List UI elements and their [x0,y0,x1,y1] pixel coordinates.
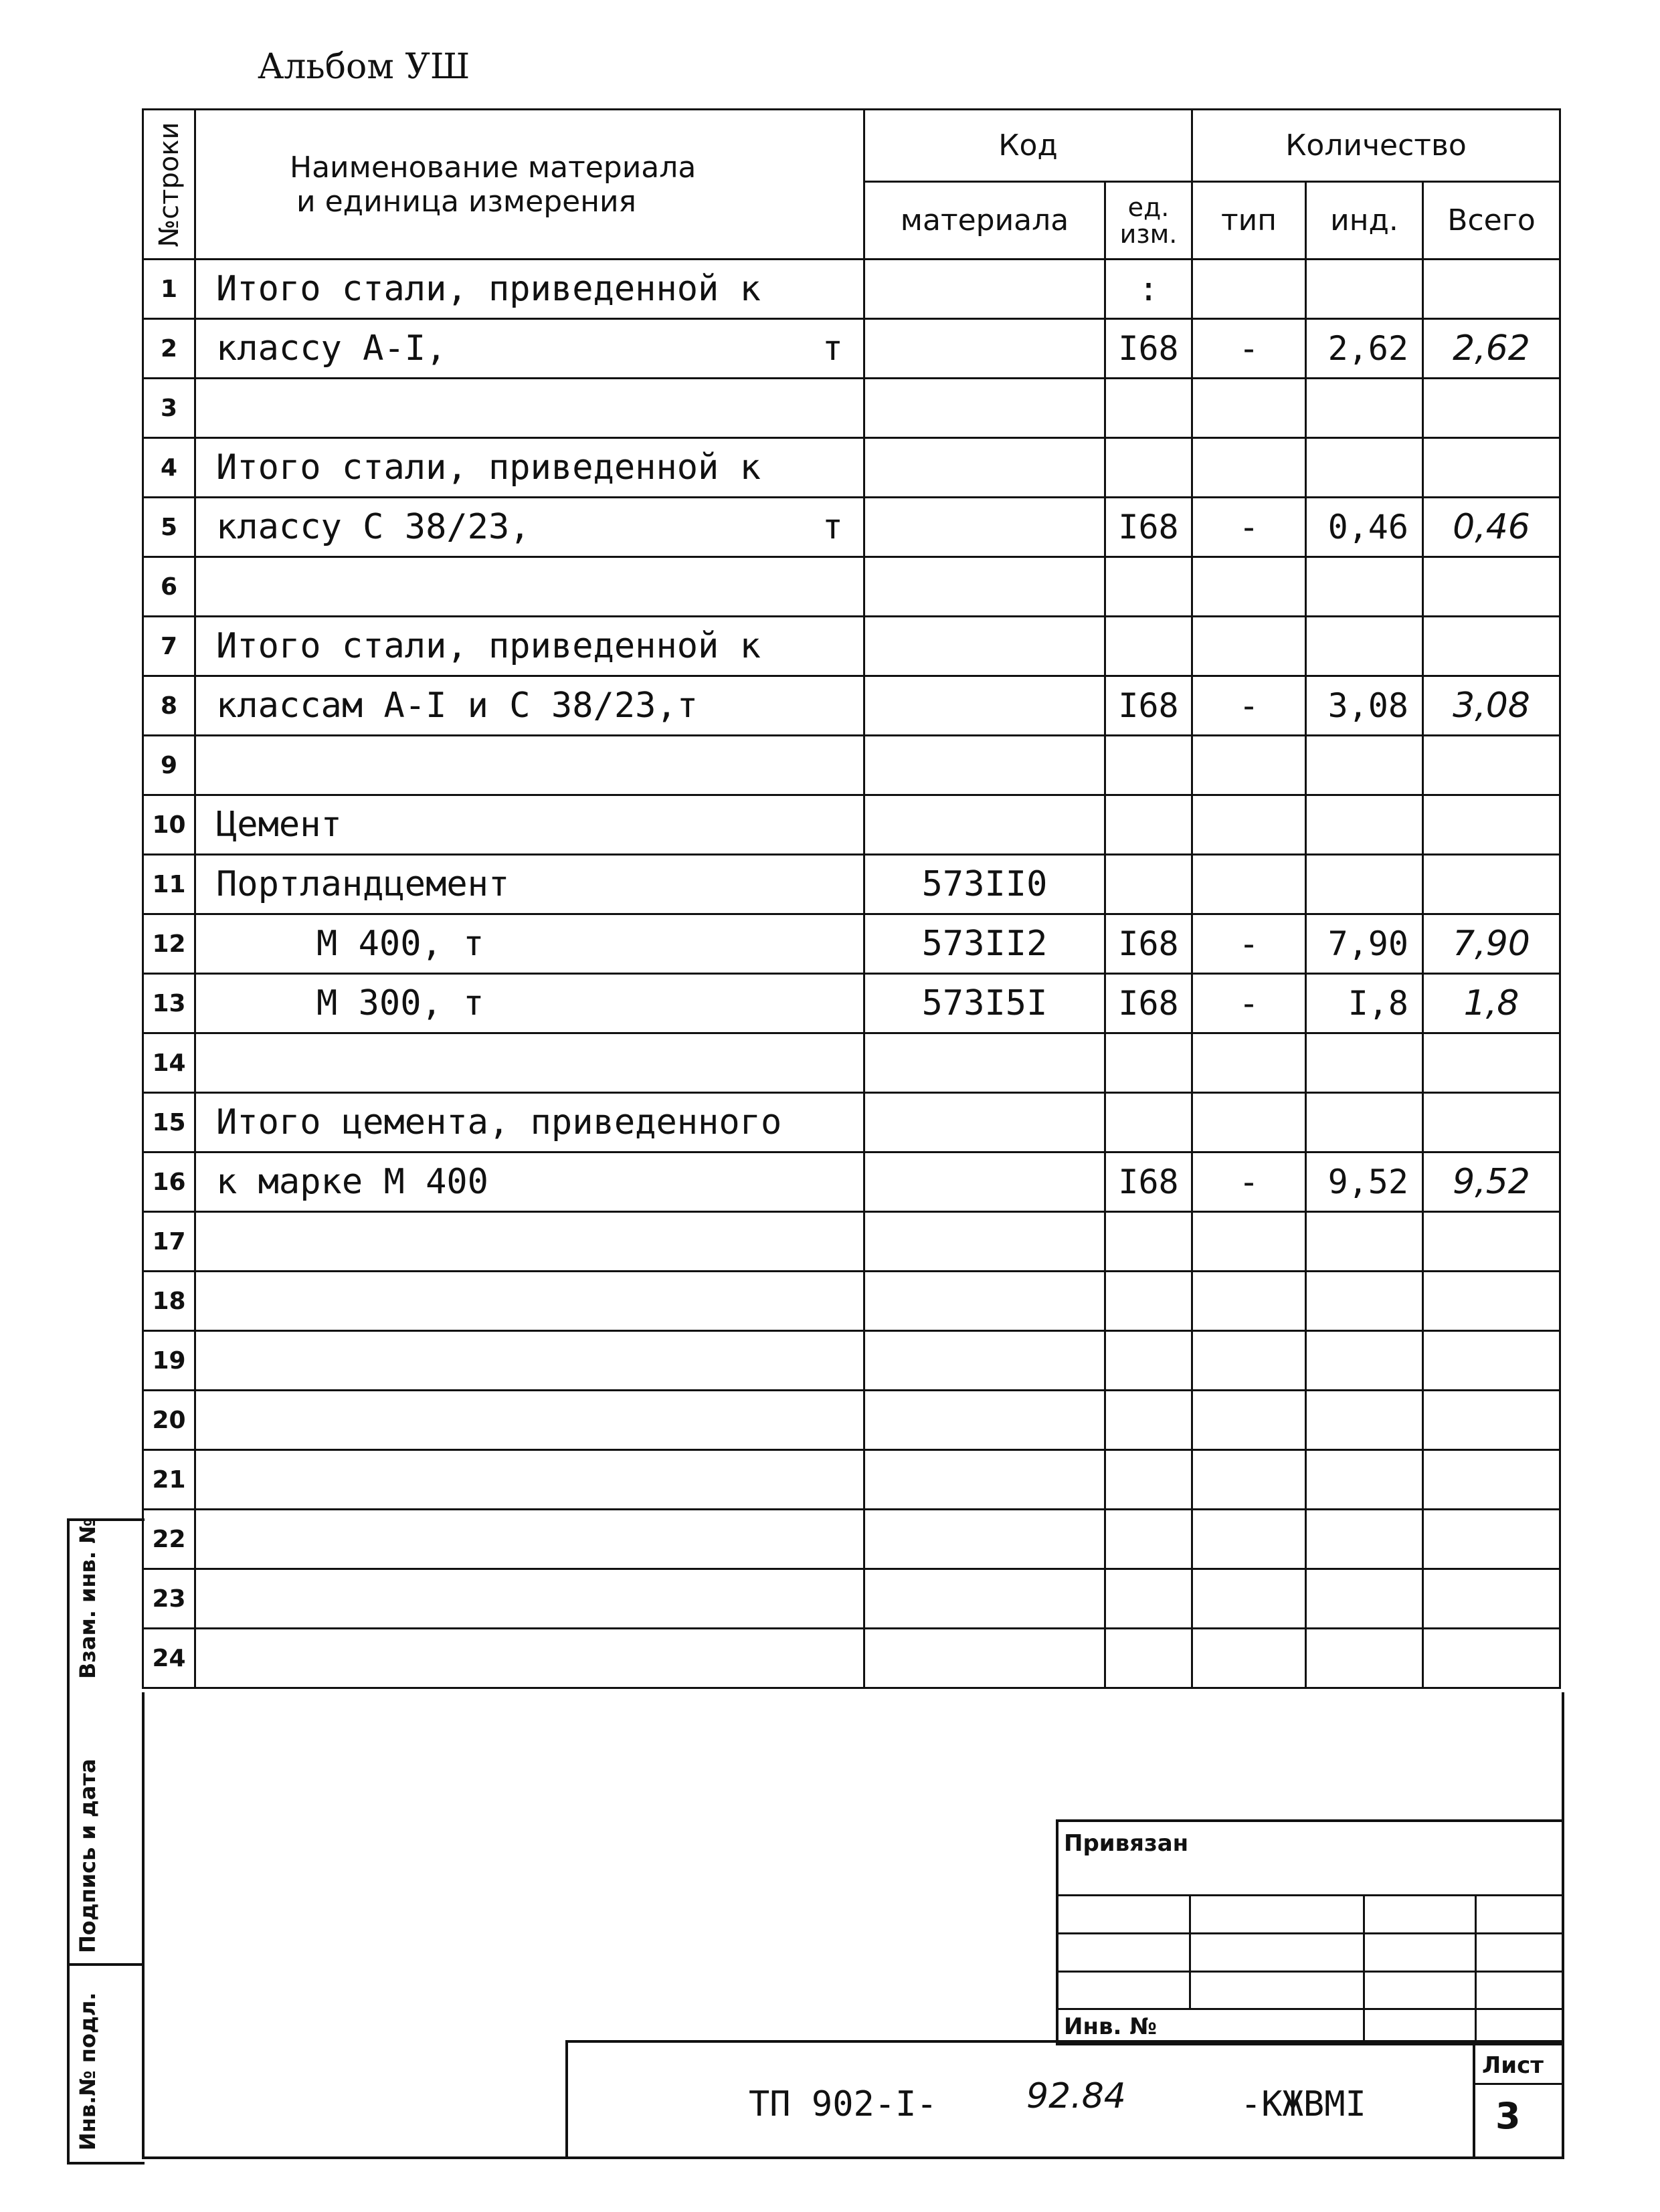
material-name: Портландцемент [195,855,864,914]
material-code [864,795,1105,855]
quantity-ind [1306,1033,1423,1093]
table-row [143,260,1560,319]
quantity-type [1192,736,1306,795]
quantity-ind [1306,379,1423,438]
material-name: к марке М 400 [195,1152,864,1212]
material-name [195,379,864,438]
row-number: 12 [143,914,195,974]
unit-code [1105,1629,1192,1688]
quantity-ind [1306,1272,1423,1331]
material-code: 573II2 [864,914,1105,974]
quantity-total: 1,8 [1423,974,1560,1033]
quantity-ind [1306,736,1423,795]
quantity-total: 0,46 [1423,498,1560,557]
quantity-ind [1306,617,1423,676]
material-name [195,1033,864,1093]
table-row [143,1569,1560,1629]
material-unit: т [822,328,843,369]
quantity-total: 9,52 [1423,1152,1560,1212]
unit-code [1105,736,1192,795]
quantity-ind [1306,1093,1423,1152]
row-number: 19 [143,1331,195,1391]
quantity-type [1192,795,1306,855]
table-row [143,1272,1560,1331]
row-number: 11 [143,855,195,914]
document-code-prefix: ТП 902-I- [749,2084,937,2124]
table-row [143,1391,1560,1450]
quantity-type [1192,1569,1306,1629]
row-number: 4 [143,438,195,498]
quantity-total [1423,736,1560,795]
unit-code [1105,1272,1192,1331]
material-name [195,1331,864,1391]
row-number: 18 [143,1272,195,1331]
sheet-number: 3 [1495,2095,1521,2137]
table-row [143,1629,1560,1688]
material-name: Итого стали, приведенной к [195,617,864,676]
row-number: 7 [143,617,195,676]
material-unit: т [822,507,843,547]
quantity-type [1192,1272,1306,1331]
quantity-total [1423,855,1560,914]
type-header: тип [1192,182,1306,260]
material-name [195,1391,864,1450]
unit-code [1105,1331,1192,1391]
material-name [195,1272,864,1331]
table-row [143,1033,1560,1093]
material-code-header: материала [864,182,1105,260]
row-number: 17 [143,1212,195,1272]
material-name [195,1510,864,1569]
unit-code: I68 [1105,914,1192,974]
quantity-type: - [1192,676,1306,736]
quantity-type [1192,557,1306,617]
unit-code [1105,795,1192,855]
material-code [864,1391,1105,1450]
sheet-label: Лист [1482,2052,1544,2079]
material-name: Итого стали, приведенной к [195,438,864,498]
table-row [143,1152,1560,1212]
quantity-type [1192,1450,1306,1510]
material-name: классу А-I, т [195,319,864,379]
quantity-total: 2,62 [1423,319,1560,379]
unit-code [1105,438,1192,498]
quantity-ind [1306,1569,1423,1629]
unit-code [1105,379,1192,438]
quantity-type [1192,1212,1306,1272]
quantity-total [1423,1033,1560,1093]
unit-code [1105,1450,1192,1510]
quantity-ind [1306,1212,1423,1272]
table-row [143,855,1560,914]
material-code [864,260,1105,319]
row-number-header: №строки [143,110,195,260]
table-row [143,379,1560,438]
quantity-type: - [1192,974,1306,1033]
quantity-ind: 9,52 [1306,1152,1423,1212]
document-code-number: 92.84 [1026,2076,1126,2116]
quantity-ind [1306,1629,1423,1688]
quantity-type [1192,260,1306,319]
quantity-ind [1306,1331,1423,1391]
unit-code: : [1105,260,1192,319]
material-name [195,1450,864,1510]
unit-code [1105,1510,1192,1569]
material-code [864,498,1105,557]
row-number: 6 [143,557,195,617]
quantity-ind: 7,90 [1306,914,1423,974]
document-code-suffix: -КЖВМI [1240,2084,1366,2124]
row-number: 15 [143,1093,195,1152]
material-code [864,617,1105,676]
material-code [864,1152,1105,1212]
material-code [864,1272,1105,1331]
quantity-type [1192,617,1306,676]
quantity-header: Количество [1192,110,1560,182]
material-code: 573II0 [864,855,1105,914]
album-label: Альбом УШ [258,47,470,87]
code-header: Код [864,110,1192,182]
quantity-ind [1306,795,1423,855]
material-spec-table [142,108,1561,1689]
table-row [143,1450,1560,1510]
quantity-total: 3,08 [1423,676,1560,736]
total-header: Всего [1423,182,1560,260]
material-name [195,1629,864,1688]
quantity-total [1423,1510,1560,1569]
unit-code: I68 [1105,498,1192,557]
material-code [864,1450,1105,1510]
quantity-total [1423,438,1560,498]
side-label-replace-inv: Взам. инв. № [75,1518,100,1679]
material-name [195,1569,864,1629]
quantity-total [1423,260,1560,319]
quantity-type: - [1192,914,1306,974]
quantity-type: - [1192,319,1306,379]
row-number: 21 [143,1450,195,1510]
unit-code [1105,617,1192,676]
material-name: классам А-I и С 38/23,т [195,676,864,736]
material-name [195,736,864,795]
quantity-total [1423,1629,1560,1688]
quantity-type [1192,855,1306,914]
table-row [143,617,1560,676]
quantity-type [1192,1629,1306,1688]
material-code [864,1212,1105,1272]
material-code [864,1569,1105,1629]
quantity-total [1423,1272,1560,1331]
quantity-ind: 0,46 [1306,498,1423,557]
unit-code: I68 [1105,676,1192,736]
table-row [143,736,1560,795]
quantity-total [1423,1569,1560,1629]
material-name [195,1212,864,1272]
unit-code: I68 [1105,1152,1192,1212]
quantity-ind: I,8 [1306,974,1423,1033]
row-number: 24 [143,1629,195,1688]
table-row [143,1093,1560,1152]
quantity-total [1423,1331,1560,1391]
row-number: 3 [143,379,195,438]
quantity-type [1192,379,1306,438]
material-name [195,557,864,617]
row-number: 9 [143,736,195,795]
row-number: 2 [143,319,195,379]
name-header: Наименование материала и единица измерения [195,110,864,260]
unit-code [1105,1033,1192,1093]
material-name: Итого цемента, приведенного [195,1093,864,1152]
material-code [864,1331,1105,1391]
table-row [143,795,1560,855]
row-number: 13 [143,974,195,1033]
row-number: 10 [143,795,195,855]
table-row [143,676,1560,736]
quantity-ind [1306,1450,1423,1510]
material-code: 573I5I [864,974,1105,1033]
table-row [143,914,1560,974]
quantity-ind [1306,260,1423,319]
table-row [143,974,1560,1033]
attachment-stamp [1056,1819,1562,2045]
row-number: 22 [143,1510,195,1569]
row-number: 14 [143,1033,195,1093]
side-label-sign-date: Подпись и дата [75,1758,100,1953]
quantity-total [1423,1212,1560,1272]
material-name: М 400, т [195,914,864,974]
material-code [864,1510,1105,1569]
unit-code [1105,1212,1192,1272]
material-code [864,1093,1105,1152]
quantity-total [1423,1093,1560,1152]
quantity-type [1192,1093,1306,1152]
quantity-ind [1306,1510,1423,1569]
unit-header: ед. изм. [1105,182,1192,260]
table-row [143,1510,1560,1569]
quantity-type: - [1192,1152,1306,1212]
quantity-total [1423,379,1560,438]
quantity-type [1192,1331,1306,1391]
table-row [143,557,1560,617]
unit-code [1105,1391,1192,1450]
material-code [864,379,1105,438]
material-name: Итого стали, приведенной к [195,260,864,319]
quantity-ind [1306,855,1423,914]
table-row [143,498,1560,557]
material-code [864,1033,1105,1093]
ind-header: инд. [1306,182,1423,260]
side-label-inv-orig: Инв.№ подл. [75,1992,100,2150]
unit-code [1105,1569,1192,1629]
quantity-type [1192,1510,1306,1569]
quantity-ind [1306,438,1423,498]
material-code [864,319,1105,379]
row-number: 16 [143,1152,195,1212]
table-row [143,438,1560,498]
quantity-total [1423,795,1560,855]
quantity-ind [1306,557,1423,617]
material-name: Цемент [195,795,864,855]
material-code [864,557,1105,617]
quantity-total [1423,1391,1560,1450]
quantity-ind: 3,08 [1306,676,1423,736]
material-code [864,438,1105,498]
quantity-total [1423,1450,1560,1510]
material-code [864,1629,1105,1688]
table-row [143,1212,1560,1272]
unit-code: I68 [1105,974,1192,1033]
attached-label: Привязан [1064,1830,1189,1857]
row-number: 20 [143,1391,195,1450]
quantity-ind: 2,62 [1306,319,1423,379]
table-row [143,319,1560,379]
quantity-total [1423,617,1560,676]
quantity-ind [1306,1391,1423,1450]
unit-code [1105,1093,1192,1152]
quantity-type [1192,438,1306,498]
row-number: 8 [143,676,195,736]
material-name: классу С 38/23, т [195,498,864,557]
unit-code [1105,855,1192,914]
inv-number-label: Инв. № [1064,2013,1158,2040]
unit-code: I68 [1105,319,1192,379]
quantity-type [1192,1391,1306,1450]
material-code [864,676,1105,736]
quantity-type [1192,1033,1306,1093]
side-divider [67,1963,142,1966]
quantity-total [1423,557,1560,617]
material-code [864,736,1105,795]
quantity-total: 7,90 [1423,914,1560,974]
row-number: 5 [143,498,195,557]
quantity-type: - [1192,498,1306,557]
table-row [143,1331,1560,1391]
row-number: 23 [143,1569,195,1629]
material-name: М 300, т [195,974,864,1033]
unit-code [1105,557,1192,617]
designation-block [565,2040,1562,2159]
row-number: 1 [143,260,195,319]
